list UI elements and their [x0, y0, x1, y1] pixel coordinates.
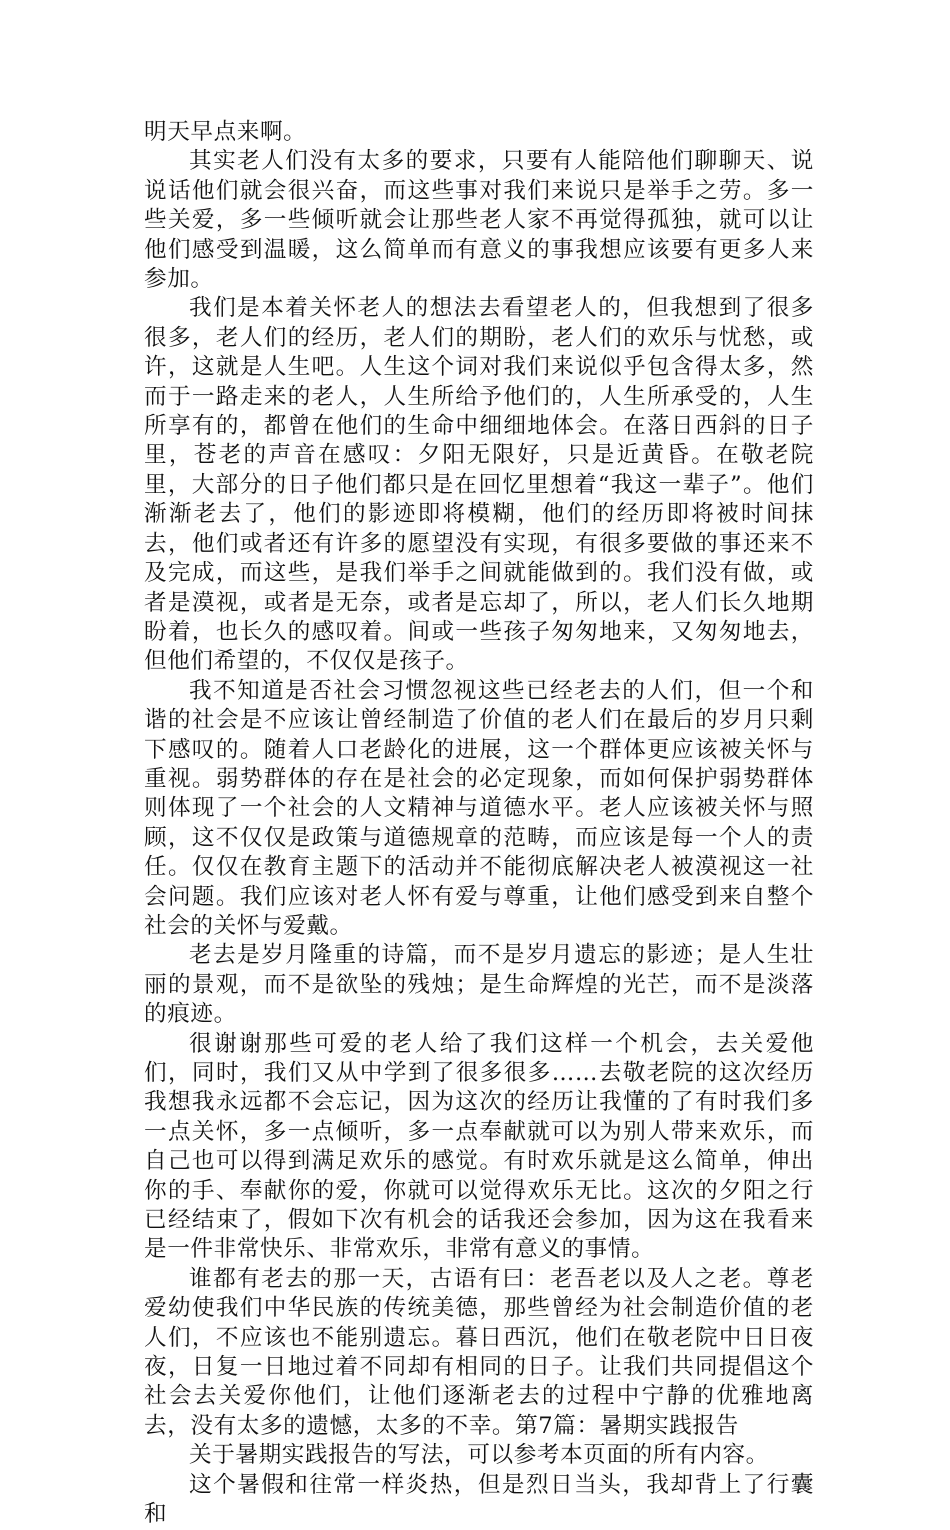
- paragraph-3: 我们是本着关怀老人的想法去看望老人的，但我想到了很多很多，老人们的经历，老人们的期盼，老人们的欢乐与忧愁，或许，这就是人生吧。人生这个词对我们来说似乎包含得太多，然而于一路走来的老人，人生所给予他们的，人生所承受的，人生所享有的，都曾在他们的生命中细细地体会。在落日西斜的日子里，苍老的声音在感叹：夕阳无限好，只是近黄昏。在敬老院里，大部分的日子他们都只是在回忆里想着“我这一辈子”。他们渐渐老去了，他们的影迹即将模糊，他们的经历即将被时间抹去，他们或者还有许多的愿望没有实现，有很多要做的事还来不及完成，而这些，是我们举手之间就能做到的。我们没有做，或者是漠视，或者是无奈，或者是忘却了，所以，老人们长久地期盼着，也长久的感叹着。间或一些孩子匆匆地来，又匆匆地去，但他们希望的，不仅仅是孩子。: [144, 295, 814, 675]
- paragraph-4: 我不知道是否社会习惯忽视这些已经老去的人们，但一个和谐的社会是不应该让曾经制造了价值的老人们在最后的岁月只剩下感叹的。随着人口老龄化的进展，这一个群体更应该被关怀与重视。弱势群体的存在是社会的必定现象，而如何保护弱势群体则体现了一个社会的人文精神与道德水平。老人应该被关怀与照顾，这不仅仅是政策与道德规章的范畴，而应该是每一个人的责任。仅仅在教育主题下的活动并不能彻底解决老人被漠视这一社会问题。我们应该对老人怀有爱与尊重，让他们感受到来自整个社会的关怀与爱戴。: [144, 677, 814, 939]
- paragraph-2: 其实老人们没有太多的要求，只要有人能陪他们聊聊天、说说话他们就会很兴奋，而这些事对我们来说只是举手之劳。多一些关爱，多一些倾听就会让那些老人家不再觉得孤独，就可以让他们感受到温暖，这么简单而有意义的事我想应该要有更多人来参加。: [144, 148, 814, 293]
- paragraph-9: 这个暑假和往常一样炎热，但是烈日当头，我却背上了行囊和: [144, 1471, 814, 1528]
- paragraph-6: 很谢谢那些可爱的老人给了我们这样一个机会，去关爱他们，同时，我们又从中学到了很多很多……去敬老院的这次经历我想我永远都不会忘记，因为这次的经历让我懂的了有时我们多一点关怀，多一点倾听，多一点奉献就可以为别人带来欢乐，而自己也可以得到满足欢乐的感觉。有时欢乐就是这么简单，伸出你的手、奉献你的爱，你就可以觉得欢乐无比。这次的夕阳之行已经结束了，假如下次有机会的话我还会参加，因为这在我看来是一件非常快乐、非常欢乐，非常有意义的事情。: [144, 1030, 814, 1263]
- paragraph-7: 谁都有老去的那一天，古语有曰：老吾老以及人之老。尊老爱幼使我们中华民族的传统美德，那些曾经为社会制造价值的老人们，不应该也不能别遗忘。暮日西沉，他们在敬老院中日日夜夜，日复一日地过着不同却有相同的日子。让我们共同提倡这个社会去关爱你他们，让他们逐渐老去的过程中宁静的优雅地离去，没有太多的遗憾，太多的不幸。第7篇：暑期实践报告: [144, 1265, 814, 1439]
- document-page: [144, 118, 814, 1530]
- paragraph-1: 明天早点来啊。: [144, 119, 307, 145]
- paragraph-8: 关于暑期实践报告的写法，可以参考本页面的所有内容。: [189, 1442, 769, 1469]
- paragraph-5: 老去是岁月隆重的诗篇，而不是岁月遗忘的影迹；是人生壮丽的景观，而不是欲坠的残烛；是生命辉煌的光芒，而不是淡落的痕迹。: [144, 942, 814, 1028]
